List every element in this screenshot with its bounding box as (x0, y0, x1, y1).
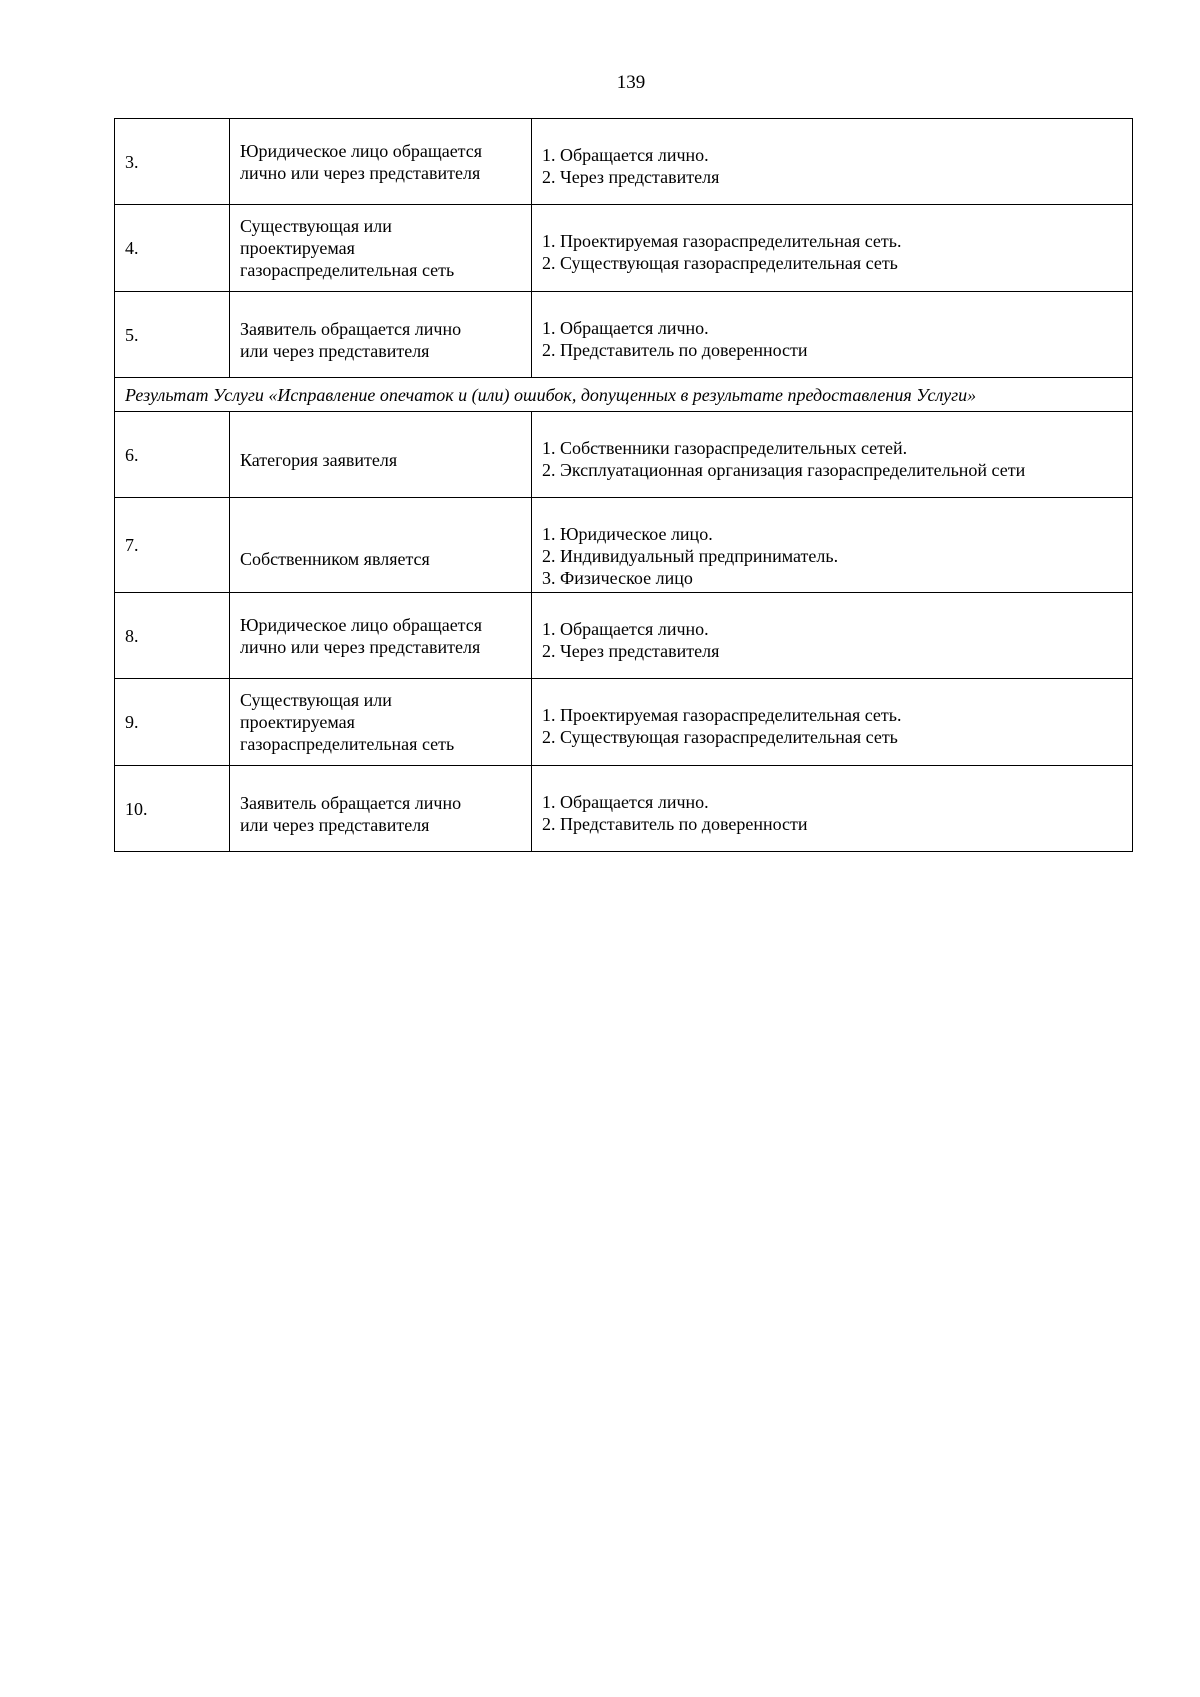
table-row (115, 498, 1133, 593)
value-line: 2. Существующая газораспределительная сеть (542, 727, 898, 747)
table-row (115, 766, 1133, 852)
criterion-line: или через представителя (240, 340, 430, 361)
value-line: 2. Представитель по доверенности (542, 339, 808, 360)
row-number: 6. (125, 444, 139, 465)
criterion-cell (230, 412, 532, 498)
value-line: 1. Обращается лично. (542, 791, 709, 812)
criterion-line: газораспределительная сеть (240, 260, 455, 280)
criterion-line: Категория заявителя (240, 449, 398, 470)
values-cell (532, 766, 1133, 852)
row-number-cell (115, 679, 230, 766)
section-title: Результат Услуги «Исправление опечаток и (или) ошибок, допущенных в результате предоставления Услуги» (115, 378, 1133, 412)
value-line: 1. Проектируемая газораспределительная сеть. (542, 231, 902, 251)
criterion-cell (230, 292, 532, 378)
value-line: 2. Индивидуальный предприниматель. (542, 546, 839, 566)
criterion-cell (230, 679, 532, 766)
value-line: 1. Проектируемая газораспределительная сеть. (542, 705, 902, 725)
criterion-line: Заявитель обращается лично (240, 318, 462, 339)
value-line: 2. Эксплуатационная организация газораспределительной сети (542, 459, 1026, 480)
criterion-line: газораспределительная сеть (240, 734, 455, 754)
criterion-line: Заявитель обращается лично (240, 792, 462, 813)
value-line: 1. Собственники газораспределительных сетей. (542, 437, 908, 458)
row-number-cell (115, 292, 230, 378)
row-number: 10. (125, 798, 148, 819)
value-line: 2. Через представителя (542, 640, 720, 661)
values-cell (532, 292, 1133, 378)
table-row (115, 292, 1133, 378)
criterion-line: Существующая или (240, 690, 392, 710)
values-cell (532, 205, 1133, 292)
values-cell (532, 412, 1133, 498)
row-number-cell (115, 766, 230, 852)
criterion-line: Юридическое лицо обращается (240, 140, 483, 161)
row-number: 3. (125, 151, 139, 172)
row-number: 9. (125, 712, 139, 732)
table-row (115, 412, 1133, 498)
values-cell (532, 679, 1133, 766)
criterion-line: Существующая или (240, 216, 392, 236)
row-number-cell (115, 412, 230, 498)
row-number-cell (115, 593, 230, 679)
table-row (115, 119, 1133, 205)
value-line: 2. Существующая газораспределительная сеть (542, 253, 898, 273)
value-line: 1. Обращается лично. (542, 144, 709, 165)
row-number: 5. (125, 324, 139, 345)
values-cell (532, 593, 1133, 679)
criterion-cell (230, 119, 532, 205)
criterion-line: лично или через представителя (240, 636, 481, 657)
criterion-line: Собственником является (240, 549, 430, 569)
criterion-line: лично или через представителя (240, 162, 481, 183)
criterion-cell (230, 766, 532, 852)
table-row (115, 593, 1133, 679)
row-number: 8. (125, 625, 139, 646)
criterion-line: проектируемая (240, 238, 355, 258)
values-cell (532, 119, 1133, 205)
section-header-row (115, 378, 1133, 412)
values-cell (532, 498, 1133, 593)
row-number: 7. (125, 535, 139, 555)
table-row (115, 679, 1133, 766)
value-line: 3. Физическое лицо (542, 568, 693, 588)
criterion-line: или через представителя (240, 814, 430, 835)
value-line: 2. Представитель по доверенности (542, 813, 808, 834)
page-number: 139 (616, 72, 646, 93)
criterion-cell (230, 498, 532, 593)
criterion-line: проектируемая (240, 712, 355, 732)
row-number: 4. (125, 238, 139, 258)
row-number-cell (115, 119, 230, 205)
value-line: 1. Обращается лично. (542, 618, 709, 639)
value-line: 2. Через представителя (542, 166, 720, 187)
row-number-cell (115, 498, 230, 593)
criterion-cell (230, 205, 532, 292)
criterion-line: Юридическое лицо обращается (240, 614, 483, 635)
value-line: 1. Обращается лично. (542, 317, 709, 338)
row-number-cell (115, 205, 230, 292)
requirements-table (114, 118, 1133, 852)
table-row (115, 205, 1133, 292)
criterion-cell (230, 593, 532, 679)
value-line: 1. Юридическое лицо. (542, 524, 713, 544)
